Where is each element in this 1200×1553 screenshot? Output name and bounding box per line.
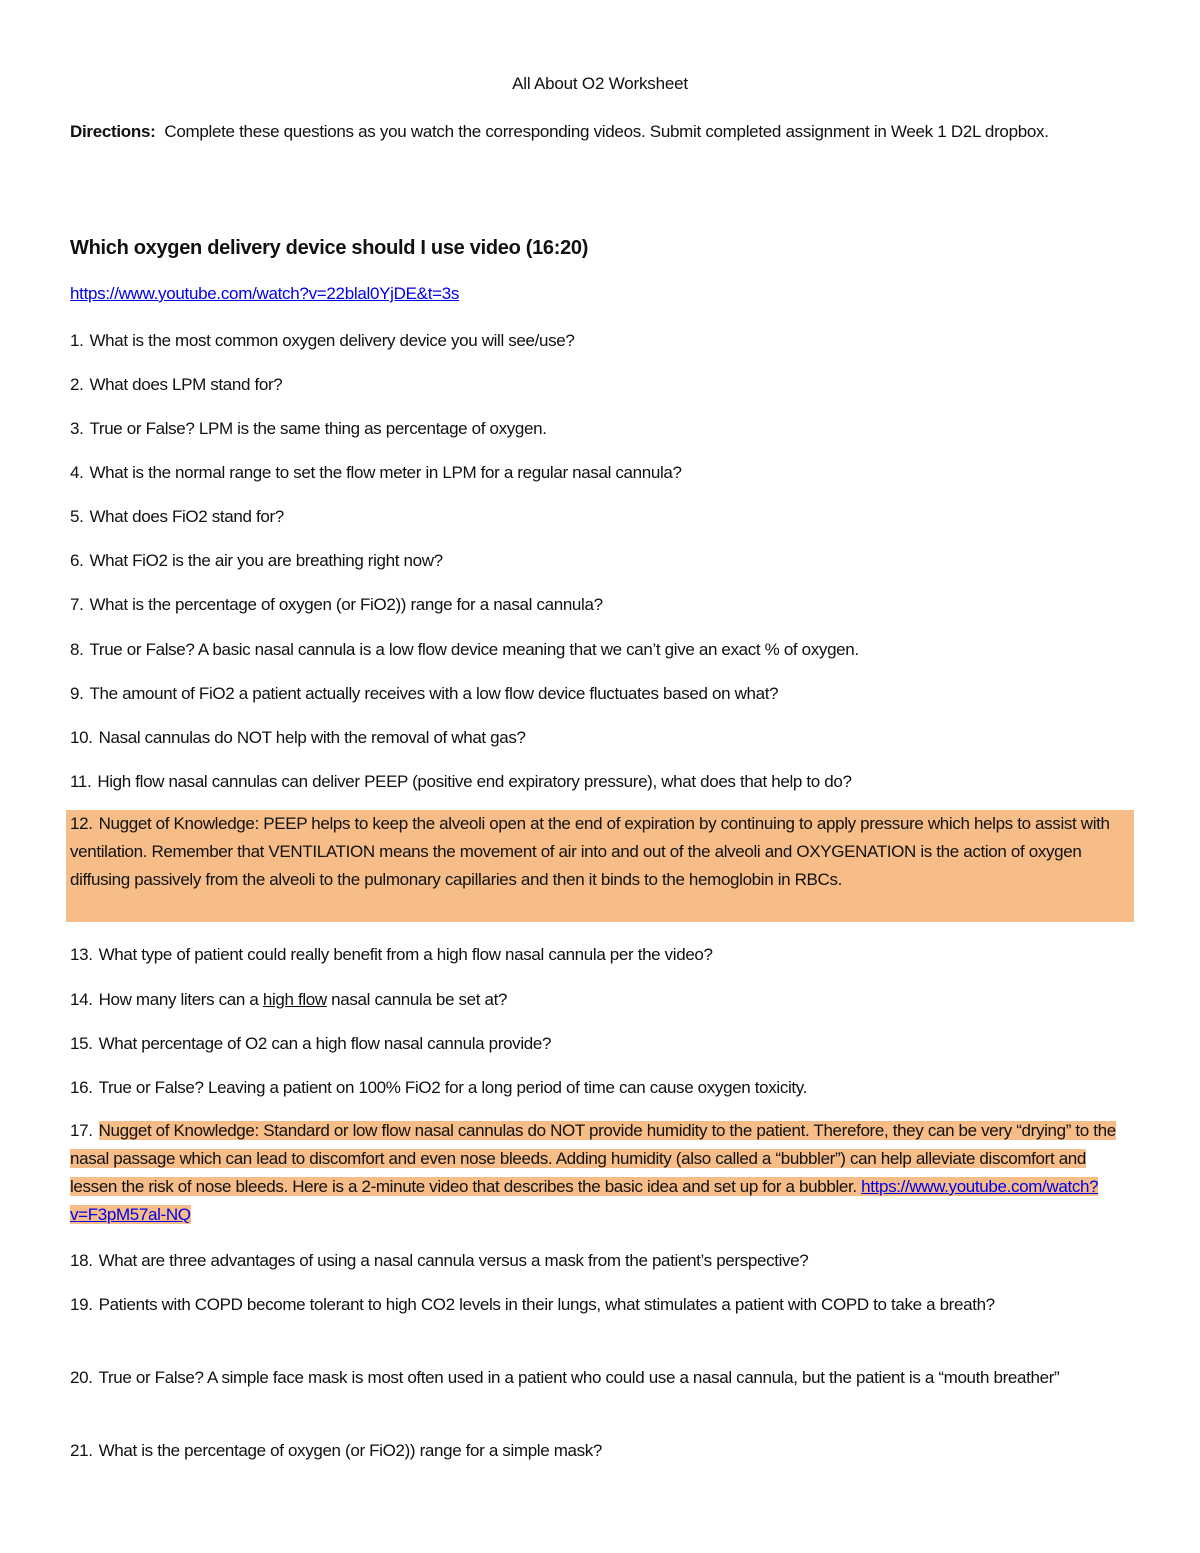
question-3: 3. True or False? LPM is the same thing as percentage of oxygen.	[70, 419, 547, 438]
nugget-of-knowledge-17: 17. Nugget of Knowledge: Standard or low flow nasal cannulas do NOT provide humidity to the patient. Therefore, they can be very “drying” to the nasal passage which can lead to discomfort and even nose bleeds. Adding humidity (also called a “bubbler”) can help alleviate discomfort and lessen the risk of nose bleeds. Here is a 2-minute video that describes the basic idea and set up for a bubbler. https://www.youtube.com/watch?v=F3pM57al-NQ	[70, 1121, 1116, 1224]
question-20: 20. True or False? A simple face mask is most often used in a patient who could use a nasal cannula, but the patient is a “mouth breather”	[70, 1368, 1060, 1387]
directions-text: Complete these questions as you watch the corresponding videos. Submit completed assignment in Week 1 D2L dropbox.	[164, 122, 1049, 141]
directions-label: Directions:	[70, 122, 156, 141]
question-2: 2. What does LPM stand for?	[70, 375, 283, 394]
question-18: 18. What are three advantages of using a nasal cannula versus a mask from the patient’s perspective?	[70, 1251, 809, 1270]
nugget-of-knowledge-12: 12. Nugget of Knowledge: PEEP helps to keep the alveoli open at the end of expiration by continuing to apply pressure which helps to assist with ventilation. Remember that VENTILATION means the movement of air into and out of the alveoli and OXYGENATION is the action of oxygen diffusing passively from the alveoli to the pulmonary capillaries and then it binds to the hemoglobin in RBCs.	[66, 810, 1134, 922]
question-14: 14. How many liters can a high flow nasal cannula be set at?	[70, 990, 508, 1009]
video-link[interactable]: https://www.youtube.com/watch?v=22blal0YjDE&t=3s	[70, 284, 460, 303]
underlined-high-flow: high flow	[262, 990, 327, 1009]
question-1: 1. What is the most common oxygen delivery device you will see/use?	[70, 331, 575, 350]
question-15: 15. What percentage of O2 can a high flow nasal cannula provide?	[70, 1034, 552, 1053]
question-5: 5. What does FiO2 stand for?	[70, 507, 284, 526]
question-16: 16. True or False? Leaving a patient on 100% FiO2 for a long period of time can cause oxygen toxicity.	[70, 1078, 808, 1097]
bubbler-video-link[interactable]: https://www.youtube.com/watch?v=F3pM57al-NQ	[70, 1177, 1099, 1224]
document-title: All About O2 Worksheet	[512, 74, 688, 93]
section-heading: Which oxygen delivery device should I use video (16:20)	[70, 237, 589, 259]
directions	[70, 118, 1130, 146]
question-9: 9. The amount of FiO2 a patient actually receives with a low flow device fluctuates based on what?	[70, 684, 779, 703]
question-13: 13. What type of patient could really benefit from a high flow nasal cannula per the video?	[70, 945, 713, 964]
question-19: 19. Patients with COPD become tolerant to high CO2 levels in their lungs, what stimulates a patient with COPD to take a breath?	[70, 1295, 995, 1314]
question-8: 8. True or False? A basic nasal cannula is a low flow device meaning that we can’t give an exact % of oxygen.	[70, 640, 859, 659]
question-7: 7. What is the percentage of oxygen (or FiO2)) range for a nasal cannula?	[70, 595, 603, 614]
question-4: 4. What is the normal range to set the flow meter in LPM for a regular nasal cannula?	[70, 463, 682, 482]
question-11: 11. High flow nasal cannulas can deliver PEEP (positive end expiratory pressure), what does that help to do?	[70, 772, 852, 791]
question-21: 21. What is the percentage of oxygen (or FiO2)) range for a simple mask?	[70, 1441, 603, 1460]
question-6: 6. What FiO2 is the air you are breathing right now?	[70, 551, 443, 570]
question-10: 10. Nasal cannulas do NOT help with the removal of what gas?	[70, 728, 526, 747]
